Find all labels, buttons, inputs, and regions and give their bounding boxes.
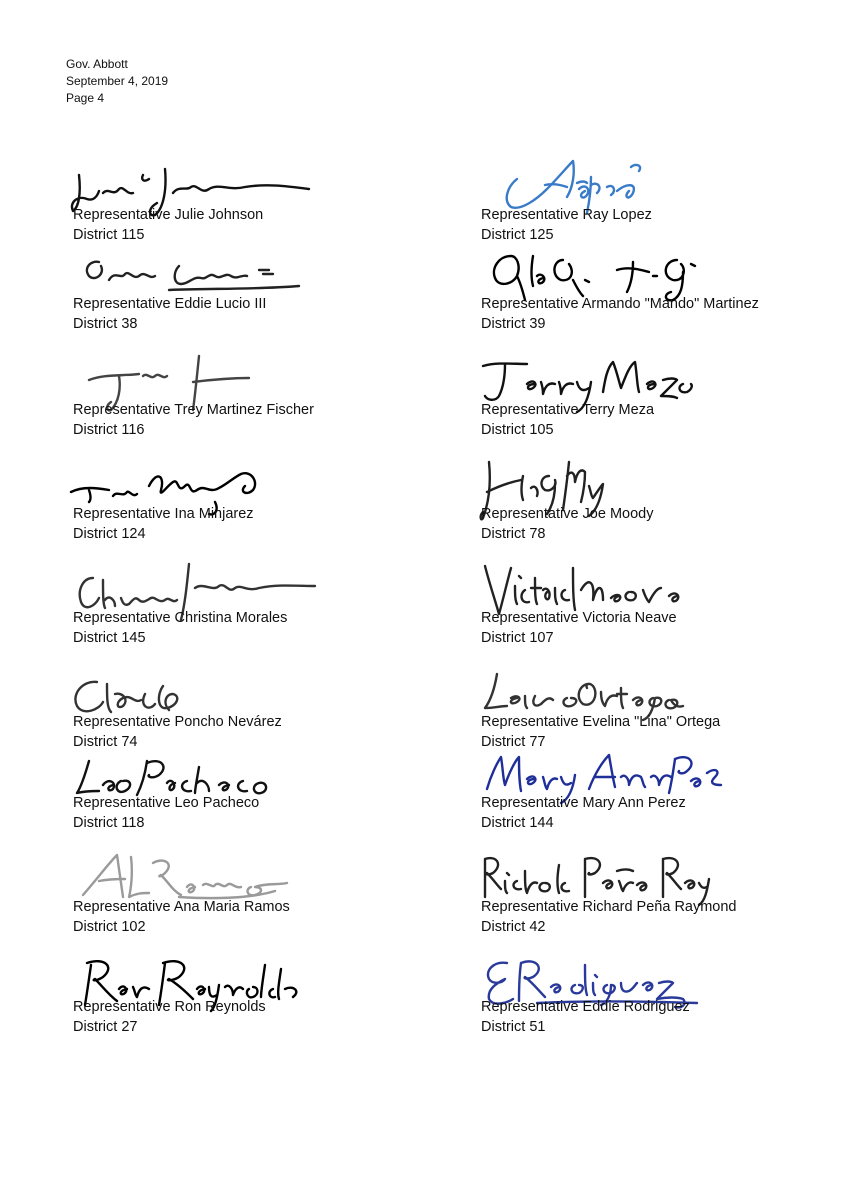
- signature-block: [481, 459, 841, 544]
- signature-block: [73, 254, 433, 334]
- signer-name: Representative Armando "Mando" Martinez: [481, 296, 759, 312]
- signature-block: [73, 667, 433, 752]
- signature-block: [73, 855, 433, 937]
- signer-name: Representative Julie Johnson: [73, 207, 264, 223]
- signer-district: District 115: [73, 227, 145, 243]
- signer-name: Representative Terry Meza: [481, 402, 655, 418]
- signature-block: [481, 563, 841, 648]
- signer-name: Representative Evelina "Lina" Ortega: [481, 714, 721, 730]
- signer-district: District 78: [481, 526, 546, 542]
- signature-block: [73, 459, 433, 544]
- signer-district: District 77: [481, 734, 546, 750]
- signer-district: District 144: [481, 815, 554, 831]
- signature-block: [481, 667, 841, 752]
- signer-name: Representative Ana Maria Ramos: [73, 899, 290, 915]
- signature-block: [481, 254, 841, 334]
- letterhead-date: September 4, 2019: [66, 74, 169, 88]
- signer-name: Representative Leo Pacheco: [73, 795, 260, 811]
- signer-name: Representative Trey Martinez Fischer: [73, 402, 314, 418]
- signature-block: [481, 751, 841, 833]
- signer-name: Representative Eddie Lucio III: [73, 296, 267, 312]
- signer-district: District 145: [73, 630, 146, 646]
- letterhead: [66, 56, 168, 107]
- signer-district: District 124: [73, 526, 146, 542]
- signer-name: Representative Richard Peña Raymond: [481, 899, 737, 915]
- signature-block: [481, 165, 841, 245]
- signer-name: Representative Christina Morales: [73, 610, 288, 626]
- signer-name: Representative Ron Reynolds: [73, 999, 266, 1015]
- signer-name: Representative Ina Minjarez: [73, 506, 254, 522]
- signer-district: District 107: [481, 630, 554, 646]
- signer-district: District 39: [481, 316, 546, 332]
- signer-district: District 38: [73, 316, 138, 332]
- signer-district: District 116: [73, 422, 145, 438]
- signature-block: [73, 355, 433, 440]
- letterhead-page-number: Page 4: [66, 91, 105, 105]
- signer-district: District 42: [481, 919, 546, 935]
- signer-name: Representative Joe Moody: [481, 506, 654, 522]
- signature-block: [73, 751, 433, 833]
- signature-block: [481, 355, 841, 440]
- signature-block: [73, 563, 433, 648]
- signer-district: District 74: [73, 734, 138, 750]
- signer-name: Representative Mary Ann Perez: [481, 795, 686, 811]
- signature-block: [481, 855, 841, 937]
- signer-district: District 27: [73, 1019, 138, 1035]
- signer-name: Representative Eddie Rodriguez: [481, 999, 690, 1015]
- signer-district: District 118: [73, 815, 145, 831]
- signer-district: District 125: [481, 227, 554, 243]
- signer-district: District 51: [481, 1019, 546, 1035]
- letterhead-recipient: Gov. Abbott: [66, 57, 128, 71]
- signature-block: [73, 165, 433, 245]
- signature-block: [73, 955, 433, 1037]
- signer-name: Representative Poncho Nevárez: [73, 714, 282, 730]
- signer-name: Representative Ray Lopez: [481, 207, 652, 223]
- signature-block: [481, 955, 841, 1037]
- signer-district: District 102: [73, 919, 146, 935]
- signer-district: District 105: [481, 422, 554, 438]
- signer-name: Representative Victoria Neave: [481, 610, 677, 626]
